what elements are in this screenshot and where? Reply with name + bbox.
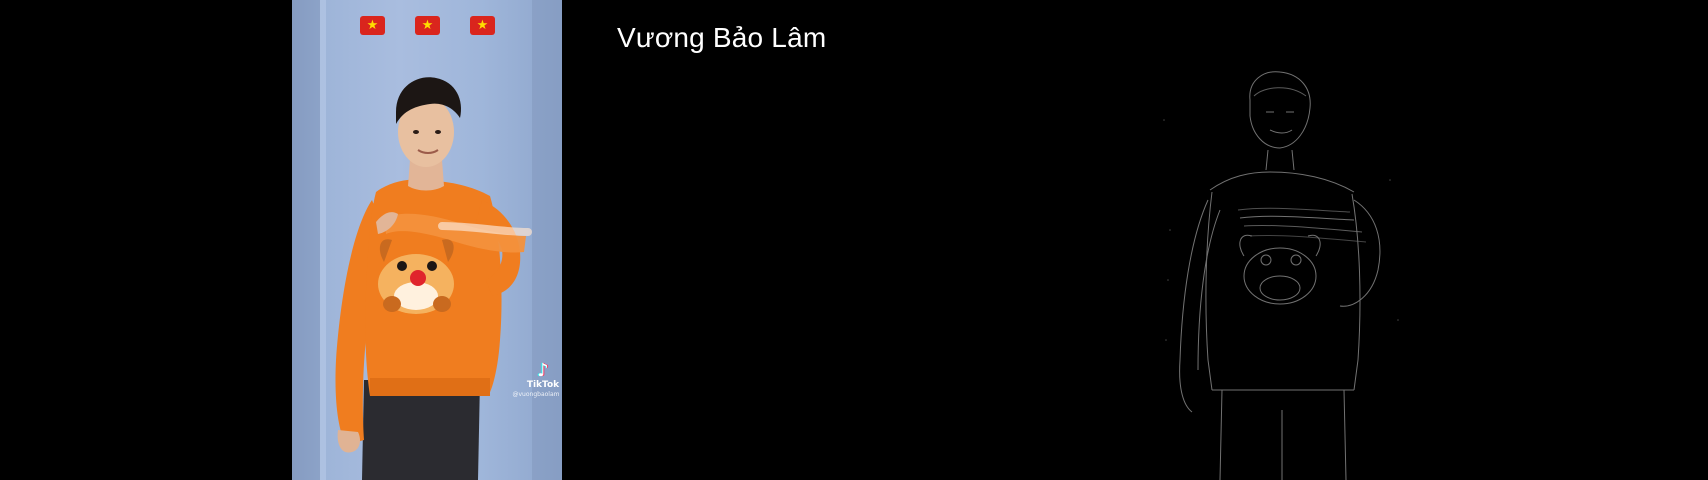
vietnam-flag-icon: ★ <box>415 16 440 35</box>
tiktok-note-icon: ♪ <box>537 360 549 381</box>
vietnam-flag-icon: ★ <box>360 16 385 35</box>
edge-detection-silhouette <box>1140 60 1430 480</box>
tiktok-brand-label: TikTok <box>526 380 560 390</box>
tiktok-handle-label: @vuongbaolam <box>512 391 560 398</box>
dancer-illustration <box>292 0 562 480</box>
flag-row <box>360 16 495 35</box>
video-still <box>292 0 562 480</box>
dancer-name-caption: Vương Bảo Lâm <box>617 22 827 53</box>
tiktok-watermark <box>512 360 561 398</box>
vietnam-flag-icon: ★ <box>470 16 495 35</box>
